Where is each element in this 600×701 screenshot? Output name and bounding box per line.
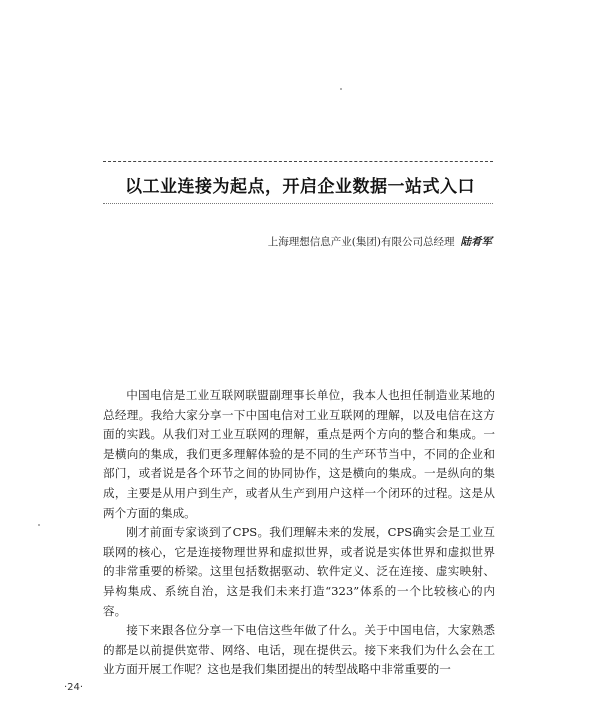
paragraph: 接下来跟各位分享一下电信这些年做了什么。关于中国电信，大家熟悉的都是以前提供宽带、网络、电话，现在提供云。接下来我们为什么会在工业方面开展工作呢？这也是我们集团提出的转型战略中非常重要的一 xyxy=(103,623,495,677)
author-affiliation: 上海理想信息产业(集团)有限公司总经理 xyxy=(267,236,455,248)
page-number: ·24· xyxy=(64,682,84,693)
title-rule-top xyxy=(103,161,493,163)
author-name: 陆肴军 xyxy=(460,236,492,248)
article-title: 以工业连接为起点，开启企业数据一站式入口 xyxy=(125,177,475,197)
byline xyxy=(200,234,492,249)
title-rule-bottom xyxy=(103,203,493,205)
scan-speck xyxy=(340,88,342,90)
paragraph: 中国电信是工业互联网联盟副理事长单位，我本人也担任制造业某地的总经理。我给大家分享一下中国电信对工业互联网的理解，以及电信在这方面的实践。从我们对工业互联网的理解，重点是两个方向的整合和集成。一是横向的集成，我们更多理解体验的是不同的生产环节当中，不同的企业和部门，或者说是各个环节之间的协同协作，这是横向的集成。一是纵向的集成，主要是从用户到生产，或者从生产到用户这样一个闭环的过程。这是从两个方面的集成。 xyxy=(103,388,495,520)
paragraph: 刚才前面专家谈到了CPS。我们理解未来的发展，CPS确实会是工业互联网的核心，它是连接物理世界和虚拟世界，或者说是实体世界和虚拟世界的非常重要的桥梁。这里包括数据驱动、软件定义、泛在连接、虚实映射、异构集成、系统自治，这是我们未来打造“323”体系的一个比较核心的内容。 xyxy=(103,525,495,618)
article-body xyxy=(103,386,495,680)
scan-speck xyxy=(38,524,40,526)
